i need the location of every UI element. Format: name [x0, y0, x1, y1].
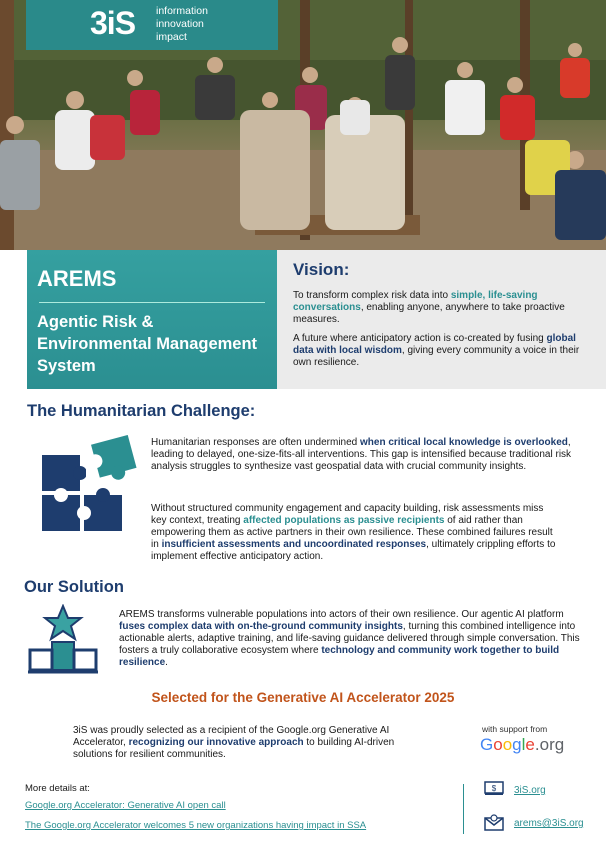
challenge-heading: The Humanitarian Challenge:: [27, 402, 256, 420]
email-icon: [484, 814, 504, 831]
brand-mark: 3iS: [90, 5, 136, 41]
vision-title: Vision:: [293, 260, 350, 279]
brand-logo: [26, 0, 278, 50]
vision-panel: [277, 250, 606, 389]
website-icon: [484, 781, 504, 797]
arems-panel: [27, 250, 277, 389]
arems-subtitle: Agentic Risk & Environmental Management System: [37, 313, 258, 375]
website-link[interactable]: 3iS.org: [514, 785, 546, 796]
challenge-paragraph-1: Humanitarian responses are often undermined when critical local knowledge is overlooked, leading to delayed, one-size-fits-all interventions. This gap is intensified because traditional risk analysis struggles to synthesize vast geospatial data with crucial community insights.: [151, 437, 572, 472]
support-label: with support from: [482, 724, 548, 734]
challenge-paragraph-2: Without structured community engagement and capacity building, risk assessments miss key context, treating affected populations as passive recipients of aid rather than empowering them as active partners in their own resilience. These combined failures result in insufficient assessments and uncoordinated responses, ultimately crippling efforts to implement effective anticipatory action.: [151, 503, 556, 562]
accelerator-paragraph: 3iS was proudly selected as a recipient of the Google.org Generative AI Accelerator, recognizing our innovative approach to building AI-driven solutions for resilient communities.: [73, 725, 395, 760]
email-link[interactable]: arems@3iS.org: [514, 818, 584, 829]
solution-heading: Our Solution: [24, 578, 124, 596]
vision-paragraph-2: A future where anticipatory action is co-created by fusing global data with local wisdom, giving every community a voice in their own resilience.: [293, 333, 580, 368]
puzzle-icon: [40, 435, 140, 535]
podium-star-icon: [28, 604, 98, 674]
accelerator-heading: Selected for the Generative AI Accelerator 2025: [151, 690, 455, 705]
brand-tagline: information innovation impact: [156, 5, 208, 43]
google-org-logo: Google.org: [480, 735, 565, 754]
solution-paragraph: AREMS transforms vulnerable populations into actors of their own resilience. Our agentic AI platform fuses complex data with on-the-ground community insights, turning this combined intelligence into actionable alerts, adaptive training, and life-saving guidance delivered through simple conversation. This fosters a truly collaborative ecosystem where technology and community work together to build resilience.: [119, 609, 580, 668]
link-new-organizations[interactable]: The Google.org Accelerator welcomes 5 new organizations having impact in SSA: [25, 820, 367, 831]
details-label: More details at:: [25, 783, 90, 794]
divider: [39, 302, 265, 303]
vision-paragraph-1: To transform complex risk data into simple, life-saving conversations, enabling anyone, anywhere to take proactive measures.: [293, 290, 565, 325]
svg-text:$: $: [491, 784, 497, 793]
arems-title: AREMS: [37, 266, 117, 291]
footer-divider: [463, 784, 464, 834]
link-open-call[interactable]: Google.org Accelerator: Generative AI open call: [25, 800, 226, 811]
